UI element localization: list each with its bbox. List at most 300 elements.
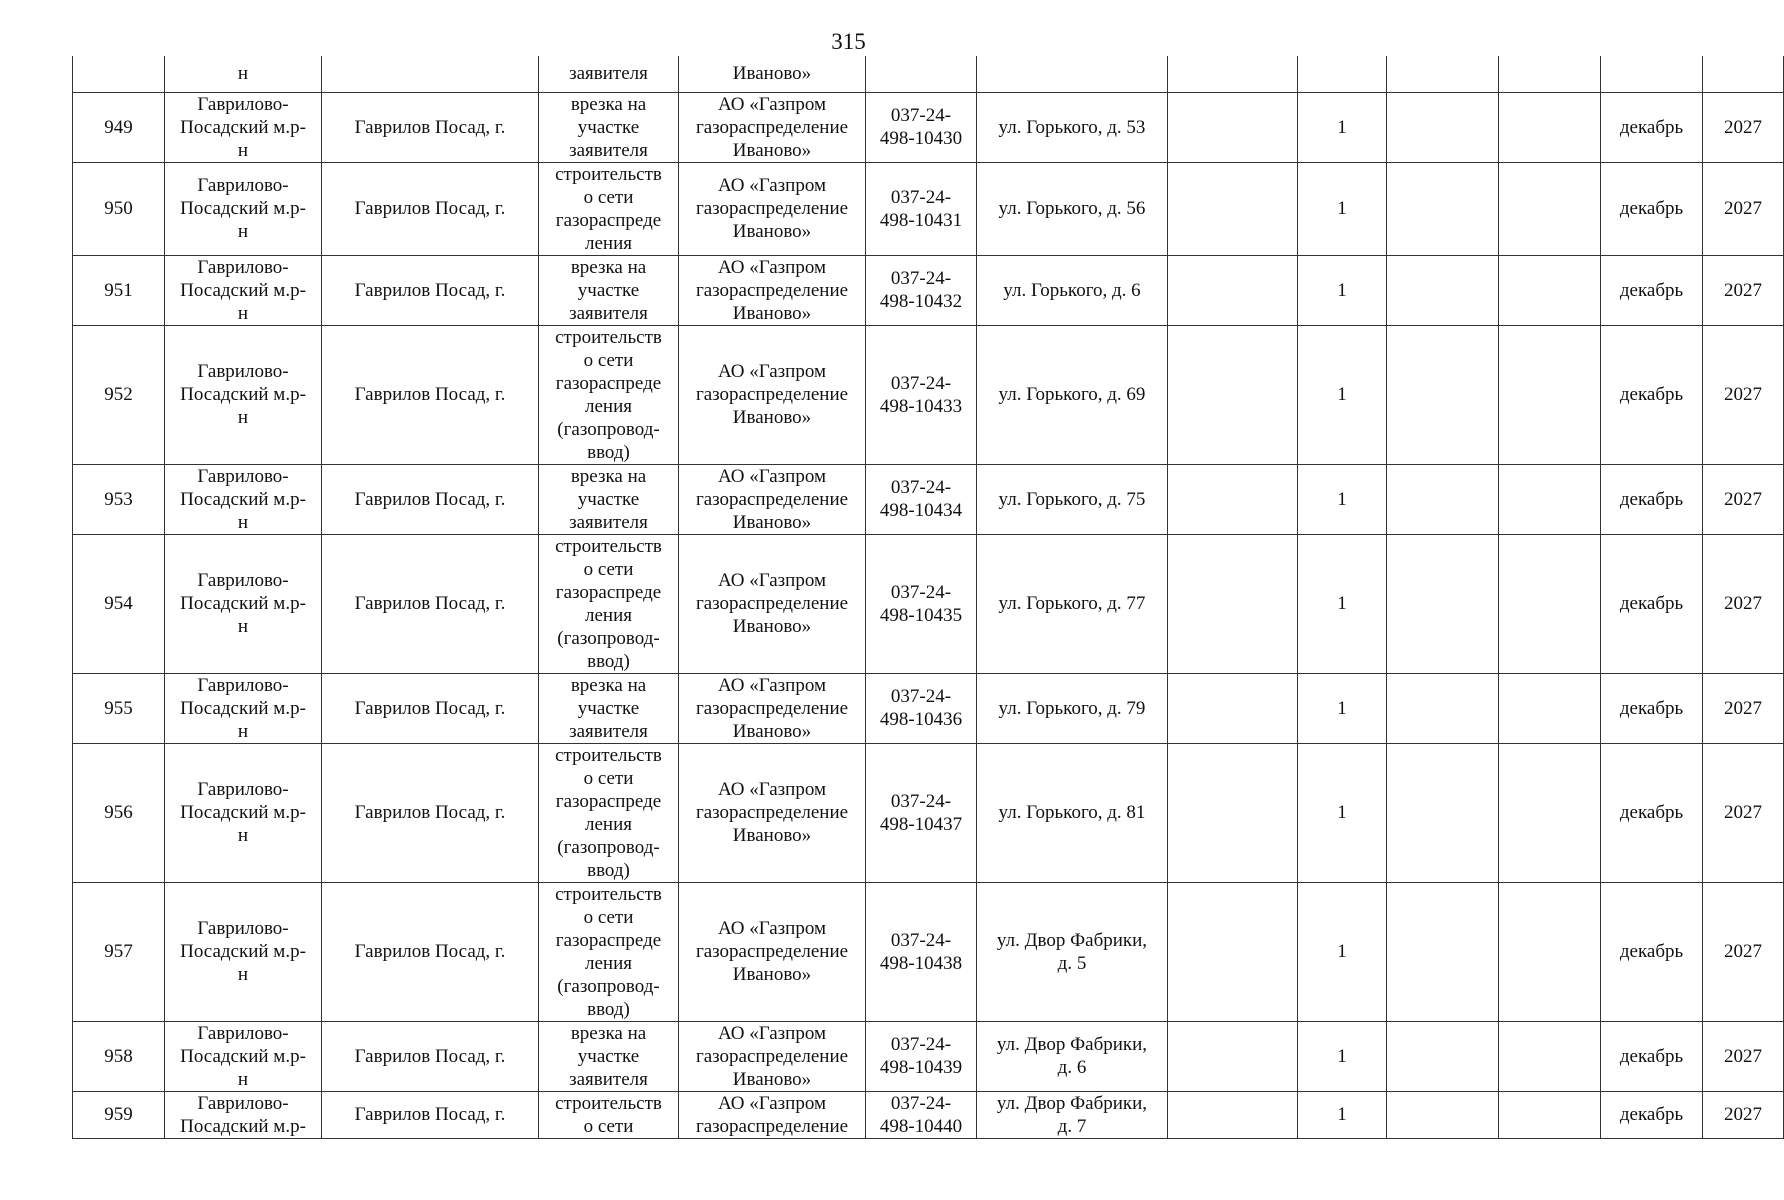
empty-cell bbox=[1387, 255, 1499, 325]
locality-cell: Гаврилов Посад, г. bbox=[322, 92, 539, 162]
work-type-cell-line: участке bbox=[577, 1045, 640, 1067]
address-cell bbox=[977, 1021, 1168, 1091]
organization-cell-line: Иваново» bbox=[732, 825, 812, 846]
row-number-cell bbox=[73, 56, 165, 92]
month-cell: декабрь bbox=[1601, 743, 1703, 882]
empty-cell bbox=[1168, 1091, 1298, 1138]
district-cell bbox=[165, 1021, 322, 1091]
district-cell-line: Гаврилово- bbox=[197, 256, 289, 278]
application-code-cell-line: 037-24- bbox=[890, 790, 952, 812]
organization-cell-line: Иваново» bbox=[732, 964, 812, 985]
application-code-cell bbox=[866, 1091, 977, 1138]
quantity-cell bbox=[1298, 56, 1387, 92]
application-code-cell-line: 498-10432 bbox=[879, 291, 963, 312]
year-cell: 2027 bbox=[1703, 464, 1784, 534]
work-type-cell-line: участке bbox=[577, 488, 640, 510]
quantity-cell: 1 bbox=[1298, 882, 1387, 1021]
application-code-cell-line: 037-24- bbox=[890, 929, 952, 951]
district-cell-line: н bbox=[237, 407, 249, 428]
application-code-cell-line: 498-10436 bbox=[879, 709, 963, 730]
application-code-cell-line: 498-10431 bbox=[879, 209, 963, 231]
address-cell-line: ул. Двор Фабрики, bbox=[996, 1034, 1148, 1055]
organization-cell-line: газораспределение bbox=[695, 198, 849, 219]
district-cell-line: Гаврилово- bbox=[197, 465, 289, 487]
district-cell-line: Посадский м.р- bbox=[180, 1045, 306, 1067]
organization-cell-line: газораспределение bbox=[695, 279, 849, 301]
organization-cell-line: газораспределение bbox=[695, 802, 849, 823]
organization-cell bbox=[679, 56, 866, 92]
district-cell-line: н bbox=[237, 221, 249, 242]
table-row bbox=[73, 162, 1784, 255]
empty-cell bbox=[1387, 743, 1499, 882]
work-type-cell-line: о сети bbox=[583, 186, 634, 208]
application-code-cell bbox=[866, 1021, 977, 1091]
application-code-cell bbox=[866, 882, 977, 1021]
district-cell bbox=[165, 92, 322, 162]
district-cell-line: н bbox=[237, 1068, 249, 1090]
address-cell bbox=[977, 673, 1168, 743]
address-cell bbox=[977, 255, 1168, 325]
work-type-cell-line: о сети bbox=[583, 767, 634, 789]
table-row bbox=[73, 56, 1784, 92]
address-cell-line: ул. Горького, д. 79 bbox=[998, 697, 1146, 719]
organization-cell bbox=[679, 673, 866, 743]
empty-cell bbox=[1387, 882, 1499, 1021]
district-cell-line: Гаврилово- bbox=[197, 1092, 289, 1114]
address-cell bbox=[977, 1091, 1168, 1138]
work-type-cell bbox=[539, 882, 679, 1021]
empty-cell bbox=[1499, 255, 1601, 325]
empty-cell bbox=[1499, 673, 1601, 743]
work-type-cell bbox=[539, 92, 679, 162]
organization-cell bbox=[679, 325, 866, 464]
row-number-cell: 958 bbox=[73, 1021, 165, 1091]
work-type-cell-line: о сети bbox=[583, 1115, 634, 1137]
address-cell-line: ул. Горького, д. 77 bbox=[998, 593, 1146, 614]
year-cell: 2027 bbox=[1703, 882, 1784, 1021]
district-cell-line: Посадский м.р- bbox=[180, 116, 306, 138]
district-cell bbox=[165, 1091, 322, 1138]
locality-cell: Гаврилов Посад, г. bbox=[322, 673, 539, 743]
district-cell-line: Гаврилово- bbox=[197, 361, 289, 382]
quantity-cell: 1 bbox=[1298, 92, 1387, 162]
application-code-cell-line: 498-10438 bbox=[879, 952, 963, 974]
empty-cell bbox=[1168, 882, 1298, 1021]
table-row bbox=[73, 882, 1784, 1021]
address-cell bbox=[977, 92, 1168, 162]
empty-cell bbox=[1168, 464, 1298, 534]
district-cell-line: н bbox=[237, 616, 249, 637]
application-code-cell-line: 037-24- bbox=[890, 686, 952, 707]
work-type-cell-line: ввод) bbox=[587, 859, 630, 881]
locality-cell: Гаврилов Посад, г. bbox=[322, 1021, 539, 1091]
organization-cell-line: АО «Газпром bbox=[717, 918, 827, 939]
district-cell bbox=[165, 255, 322, 325]
work-type-cell-line: о сети bbox=[583, 349, 634, 371]
application-code-cell-line: 037-24- bbox=[890, 1034, 952, 1055]
district-cell-line: Посадский м.р- bbox=[180, 279, 306, 301]
empty-cell bbox=[1499, 162, 1601, 255]
locality-cell: Гаврилов Посад, г. bbox=[322, 1091, 539, 1138]
address-cell bbox=[977, 743, 1168, 882]
table-row bbox=[73, 1091, 1784, 1138]
row-number-cell: 951 bbox=[73, 255, 165, 325]
row-number-cell: 952 bbox=[73, 325, 165, 464]
address-cell-line: ул. Двор Фабрики, bbox=[996, 1092, 1148, 1114]
application-code-cell-line: 037-24- bbox=[890, 105, 952, 126]
application-code-cell-line: 498-10440 bbox=[879, 1115, 963, 1137]
month-cell: декабрь bbox=[1601, 1021, 1703, 1091]
year-cell: 2027 bbox=[1703, 255, 1784, 325]
work-type-cell-line: ввод) bbox=[587, 998, 630, 1020]
empty-cell bbox=[1387, 92, 1499, 162]
work-type-cell-line: (газопровод- bbox=[557, 627, 660, 649]
row-number-cell: 957 bbox=[73, 882, 165, 1021]
locality-cell: Гаврилов Посад, г. bbox=[322, 534, 539, 673]
year-cell: 2027 bbox=[1703, 743, 1784, 882]
month-cell: декабрь bbox=[1601, 673, 1703, 743]
organization-cell-line: Иваново» bbox=[732, 63, 812, 85]
district-cell bbox=[165, 162, 322, 255]
empty-cell bbox=[1387, 534, 1499, 673]
empty-cell bbox=[1499, 534, 1601, 673]
work-type-cell-line: о сети bbox=[583, 558, 634, 580]
row-number-cell: 950 bbox=[73, 162, 165, 255]
year-cell: 2027 bbox=[1703, 92, 1784, 162]
application-code-cell-line: 498-10437 bbox=[879, 813, 963, 835]
district-cell-line: н bbox=[237, 139, 249, 161]
locality-cell: Гаврилов Посад, г. bbox=[322, 743, 539, 882]
organization-cell-line: Иваново» bbox=[732, 1068, 812, 1090]
work-type-cell-line: врезка на bbox=[570, 674, 647, 696]
address-cell-line: ул. Горького, д. 75 bbox=[998, 488, 1146, 510]
district-cell-line: Гаврилово- bbox=[197, 779, 289, 800]
district-cell-line: н bbox=[237, 63, 249, 85]
address-cell bbox=[977, 464, 1168, 534]
district-cell bbox=[165, 56, 322, 92]
empty-cell bbox=[1499, 1091, 1601, 1138]
work-type-cell-line: (газопровод- bbox=[557, 418, 660, 440]
row-number-cell: 949 bbox=[73, 92, 165, 162]
district-cell-line: Гаврилово- bbox=[197, 674, 289, 696]
locality-cell bbox=[322, 56, 539, 92]
application-code-cell bbox=[866, 534, 977, 673]
year-cell: 2027 bbox=[1703, 673, 1784, 743]
address-cell-line: ул. Горького, д. 81 bbox=[998, 802, 1146, 823]
month-cell: декабрь bbox=[1601, 92, 1703, 162]
district-cell-line: Посадский м.р- bbox=[180, 1115, 306, 1137]
organization-cell-line: АО «Газпром bbox=[717, 175, 827, 196]
district-cell-line: н bbox=[237, 720, 249, 742]
application-code-cell bbox=[866, 673, 977, 743]
work-type-cell-line: заявителя bbox=[569, 511, 648, 533]
work-type-cell-line: заявителя bbox=[569, 302, 648, 324]
work-type-cell bbox=[539, 56, 679, 92]
address-cell-line: ул. Двор Фабрики, bbox=[996, 929, 1148, 951]
work-type-cell-line: ления bbox=[585, 604, 632, 626]
table-row bbox=[73, 92, 1784, 162]
quantity-cell: 1 bbox=[1298, 325, 1387, 464]
month-cell bbox=[1601, 56, 1703, 92]
work-type-cell-line: ления bbox=[585, 395, 632, 417]
organization-cell-line: газораспределение bbox=[695, 593, 849, 614]
year-cell: 2027 bbox=[1703, 162, 1784, 255]
quantity-cell: 1 bbox=[1298, 1021, 1387, 1091]
table-row bbox=[73, 673, 1784, 743]
address-cell bbox=[977, 882, 1168, 1021]
organization-cell bbox=[679, 255, 866, 325]
row-number-cell: 954 bbox=[73, 534, 165, 673]
row-number-cell: 953 bbox=[73, 464, 165, 534]
empty-cell bbox=[1168, 1021, 1298, 1091]
district-cell-line: Гаврилово- bbox=[197, 1022, 289, 1044]
table-row bbox=[73, 743, 1784, 882]
application-code-cell-line: 498-10430 bbox=[879, 128, 963, 149]
month-cell: декабрь bbox=[1601, 162, 1703, 255]
month-cell: декабрь bbox=[1601, 464, 1703, 534]
district-cell-line: Посадский м.р- bbox=[180, 697, 306, 719]
year-cell: 2027 bbox=[1703, 325, 1784, 464]
district-cell-line: Гаврилово- bbox=[197, 175, 289, 196]
work-type-cell-line: газораспреде bbox=[555, 790, 662, 812]
table-row bbox=[73, 1021, 1784, 1091]
work-type-cell bbox=[539, 1021, 679, 1091]
district-cell-line: Гаврилово- bbox=[197, 570, 289, 591]
application-code-cell-line: 037-24- bbox=[890, 477, 952, 498]
application-code-cell-line: 498-10433 bbox=[879, 395, 963, 417]
application-code-cell-line: 498-10434 bbox=[879, 500, 963, 521]
empty-cell bbox=[1387, 1021, 1499, 1091]
empty-cell bbox=[1499, 1021, 1601, 1091]
organization-cell-line: газораспределение bbox=[695, 941, 849, 962]
address-cell-line: ул. Горького, д. 69 bbox=[998, 384, 1146, 405]
district-cell-line: Посадский м.р- bbox=[180, 488, 306, 510]
organization-cell-line: АО «Газпром bbox=[717, 1022, 827, 1044]
quantity-cell: 1 bbox=[1298, 743, 1387, 882]
empty-cell bbox=[1387, 464, 1499, 534]
organization-cell-line: Иваново» bbox=[732, 302, 812, 324]
application-code-cell bbox=[866, 162, 977, 255]
organization-cell bbox=[679, 92, 866, 162]
organization-cell bbox=[679, 743, 866, 882]
year-cell: 2027 bbox=[1703, 534, 1784, 673]
work-type-cell-line: (газопровод- bbox=[557, 975, 660, 997]
work-type-cell-line: заявителя bbox=[569, 720, 648, 742]
district-cell-line: Посадский м.р- bbox=[180, 802, 306, 823]
work-type-cell-line: врезка на bbox=[570, 1022, 647, 1044]
work-type-cell-line: строительств bbox=[555, 744, 662, 766]
empty-cell bbox=[1168, 56, 1298, 92]
organization-cell bbox=[679, 162, 866, 255]
quantity-cell: 1 bbox=[1298, 1091, 1387, 1138]
month-cell: декабрь bbox=[1601, 534, 1703, 673]
empty-cell bbox=[1168, 92, 1298, 162]
application-code-cell-line: 037-24- bbox=[890, 372, 952, 394]
work-type-cell-line: ления bbox=[585, 952, 632, 974]
application-code-cell bbox=[866, 255, 977, 325]
district-cell-line: н bbox=[237, 964, 249, 985]
table-row bbox=[73, 464, 1784, 534]
application-code-cell-line: 037-24- bbox=[890, 186, 952, 208]
application-code-cell bbox=[866, 92, 977, 162]
work-type-cell-line: врезка на bbox=[570, 256, 647, 278]
row-number-cell: 956 bbox=[73, 743, 165, 882]
work-type-cell-line: строительств bbox=[555, 883, 662, 905]
month-cell: декабрь bbox=[1601, 255, 1703, 325]
district-cell-line: Посадский м.р- bbox=[180, 941, 306, 962]
organization-cell-line: АО «Газпром bbox=[717, 1092, 827, 1114]
organization-cell-line: Иваново» bbox=[732, 139, 812, 161]
work-type-cell-line: врезка на bbox=[570, 465, 647, 487]
organization-cell-line: Иваново» bbox=[732, 221, 812, 242]
work-type-cell-line: ввод) bbox=[587, 441, 630, 463]
empty-cell bbox=[1168, 255, 1298, 325]
empty-cell bbox=[1168, 162, 1298, 255]
work-type-cell-line: ввод) bbox=[587, 650, 630, 672]
district-cell-line: Посадский м.р- bbox=[180, 198, 306, 219]
address-cell-line: ул. Горького, д. 53 bbox=[998, 116, 1146, 138]
work-type-cell-line: врезка на bbox=[570, 93, 647, 115]
organization-cell-line: АО «Газпром bbox=[717, 779, 827, 800]
locality-cell: Гаврилов Посад, г. bbox=[322, 325, 539, 464]
address-cell-line: ул. Горького, д. 56 bbox=[998, 198, 1146, 219]
work-type-cell-line: строительств bbox=[555, 1092, 662, 1114]
organization-cell-line: Иваново» bbox=[732, 720, 812, 742]
organization-cell-line: газораспределение bbox=[695, 116, 849, 138]
empty-cell bbox=[1499, 325, 1601, 464]
organization-cell-line: Иваново» bbox=[732, 616, 812, 637]
district-cell bbox=[165, 464, 322, 534]
organization-cell-line: АО «Газпром bbox=[717, 465, 827, 487]
empty-cell bbox=[1168, 534, 1298, 673]
table-row bbox=[73, 534, 1784, 673]
district-cell-line: Посадский м.р- bbox=[180, 593, 306, 614]
work-type-cell-line: газораспреде bbox=[555, 209, 662, 231]
application-code-cell-line: 037-24- bbox=[890, 268, 952, 289]
work-type-cell-line: газораспреде bbox=[555, 372, 662, 394]
work-type-cell-line: газораспреде bbox=[555, 581, 662, 603]
address-cell-line: д. 6 bbox=[1057, 1057, 1087, 1078]
district-cell-line: н bbox=[237, 825, 249, 846]
work-type-cell-line: участке bbox=[577, 279, 640, 301]
work-type-cell bbox=[539, 255, 679, 325]
work-type-cell-line: ления bbox=[585, 232, 632, 254]
year-cell: 2027 bbox=[1703, 1091, 1784, 1138]
work-type-cell bbox=[539, 325, 679, 464]
quantity-cell: 1 bbox=[1298, 673, 1387, 743]
application-code-cell bbox=[866, 56, 977, 92]
work-type-cell bbox=[539, 1091, 679, 1138]
work-type-cell-line: о сети bbox=[583, 906, 634, 928]
work-type-cell bbox=[539, 673, 679, 743]
empty-cell bbox=[1499, 882, 1601, 1021]
address-cell bbox=[977, 56, 1168, 92]
table-row bbox=[73, 255, 1784, 325]
application-code-cell bbox=[866, 325, 977, 464]
year-cell: 2027 bbox=[1703, 1021, 1784, 1091]
page-number: 315 bbox=[831, 29, 866, 54]
empty-cell bbox=[1499, 743, 1601, 882]
district-cell bbox=[165, 673, 322, 743]
locality-cell: Гаврилов Посад, г. bbox=[322, 464, 539, 534]
organization-cell-line: Иваново» bbox=[732, 407, 812, 428]
address-cell-line: д. 5 bbox=[1057, 952, 1087, 974]
application-code-cell bbox=[866, 743, 977, 882]
application-code-cell bbox=[866, 464, 977, 534]
district-cell-line: Гаврилово- bbox=[197, 918, 289, 939]
work-type-cell-line: заявителя bbox=[569, 63, 648, 85]
district-cell-line: н bbox=[237, 302, 249, 324]
row-number-cell: 959 bbox=[73, 1091, 165, 1138]
work-type-cell-line: газораспреде bbox=[555, 929, 662, 951]
address-cell-line: д. 7 bbox=[1057, 1115, 1087, 1137]
application-code-cell-line: 498-10435 bbox=[879, 604, 963, 626]
organization-cell bbox=[679, 1091, 866, 1138]
quantity-cell: 1 bbox=[1298, 464, 1387, 534]
empty-cell bbox=[1499, 56, 1601, 92]
organization-cell-line: Иваново» bbox=[732, 511, 812, 533]
table-body bbox=[73, 56, 1784, 1138]
address-cell bbox=[977, 325, 1168, 464]
district-cell-line: Посадский м.р- bbox=[180, 384, 306, 405]
organization-cell-line: газораспределение bbox=[695, 1045, 849, 1067]
month-cell: декабрь bbox=[1601, 325, 1703, 464]
work-type-cell bbox=[539, 464, 679, 534]
quantity-cell: 1 bbox=[1298, 534, 1387, 673]
month-cell: декабрь bbox=[1601, 882, 1703, 1021]
district-cell-line: Гаврилово- bbox=[197, 93, 289, 115]
organization-cell-line: газораспределение bbox=[695, 488, 849, 510]
month-cell: декабрь bbox=[1601, 1091, 1703, 1138]
empty-cell bbox=[1499, 464, 1601, 534]
work-type-cell-line: (газопровод- bbox=[557, 836, 660, 858]
organization-cell-line: АО «Газпром bbox=[717, 674, 827, 696]
work-type-cell-line: ления bbox=[585, 813, 632, 835]
row-number-cell: 955 bbox=[73, 673, 165, 743]
work-type-cell-line: строительств bbox=[555, 163, 662, 185]
empty-cell bbox=[1387, 162, 1499, 255]
empty-cell bbox=[1168, 673, 1298, 743]
locality-cell: Гаврилов Посад, г. bbox=[322, 162, 539, 255]
application-code-cell-line: 037-24- bbox=[890, 581, 952, 603]
empty-cell bbox=[1387, 673, 1499, 743]
district-cell bbox=[165, 534, 322, 673]
district-cell bbox=[165, 882, 322, 1021]
address-cell bbox=[977, 534, 1168, 673]
address-cell-line: ул. Горького, д. 6 bbox=[1003, 279, 1141, 301]
work-type-cell bbox=[539, 162, 679, 255]
organization-cell bbox=[679, 882, 866, 1021]
district-cell-line: н bbox=[237, 511, 249, 533]
empty-cell bbox=[1387, 1091, 1499, 1138]
quantity-cell: 1 bbox=[1298, 162, 1387, 255]
table-row bbox=[73, 325, 1784, 464]
empty-cell bbox=[1387, 56, 1499, 92]
empty-cell bbox=[1168, 325, 1298, 464]
organization-cell bbox=[679, 534, 866, 673]
work-type-cell bbox=[539, 534, 679, 673]
application-code-cell-line: 498-10439 bbox=[879, 1057, 963, 1078]
district-cell bbox=[165, 325, 322, 464]
empty-cell bbox=[1168, 743, 1298, 882]
work-type-cell-line: участке bbox=[577, 116, 640, 138]
organization-cell-line: газораспределение bbox=[695, 384, 849, 405]
work-type-cell-line: заявителя bbox=[569, 139, 648, 161]
application-code-cell-line: 037-24- bbox=[890, 1092, 952, 1114]
organization-cell-line: АО «Газпром bbox=[717, 256, 827, 278]
district-cell bbox=[165, 743, 322, 882]
locality-cell: Гаврилов Посад, г. bbox=[322, 882, 539, 1021]
